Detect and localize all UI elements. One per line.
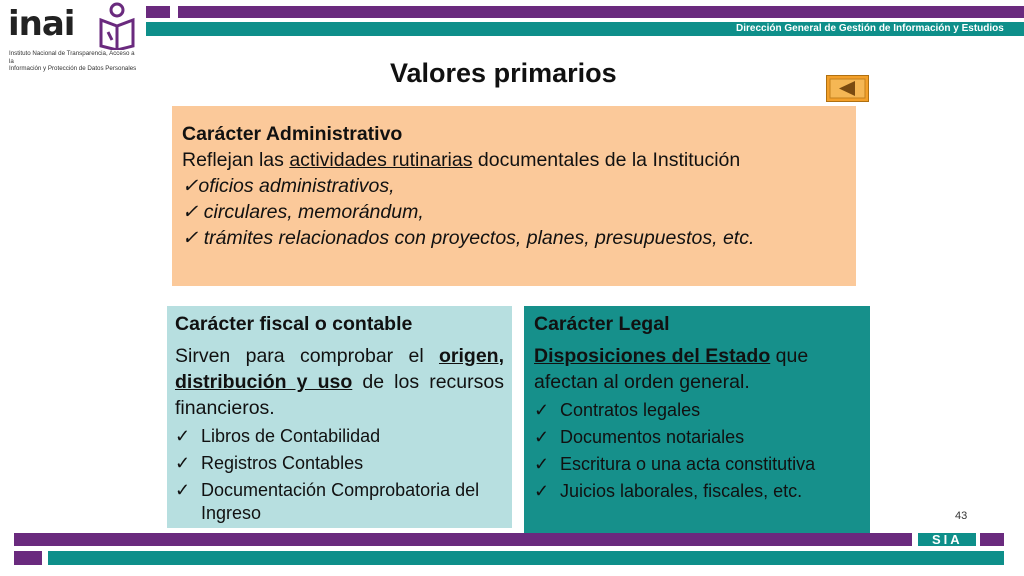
admin-description: Reflejan las actividades rutinarias documentales de la Institución	[182, 149, 741, 171]
check-icon: ✓	[175, 480, 191, 500]
fiscal-item: ✓ Documentación Comprobatoria del Ingreso	[175, 480, 480, 523]
admin-heading: Carácter Administrativo	[182, 123, 403, 145]
fiscal-heading: Carácter fiscal o contable	[175, 313, 413, 335]
logo	[8, 2, 138, 70]
department-label: Dirección General de Gestión de Información y Estudios	[736, 23, 1004, 34]
reader-icon	[96, 2, 138, 50]
check-icon: ✓	[534, 481, 550, 501]
sia-brand: SIA	[932, 532, 963, 547]
footer-bar-purple-small	[980, 533, 1004, 546]
check-icon: ✓	[182, 201, 199, 223]
legal-item: ✓ Contratos legales	[534, 397, 860, 424]
footer-bar-teal	[48, 551, 1004, 565]
check-icon: ✓	[175, 453, 191, 473]
fiscal-item: ✓ Libros de Contabilidad	[175, 423, 504, 450]
admin-item: ✓ circulares, memorándum,	[182, 201, 424, 223]
admin-item: ✓ trámites relacionados con proyectos, planes, presupuestos, etc.	[182, 227, 755, 249]
fiscal-card	[167, 306, 512, 528]
admin-card	[172, 106, 856, 286]
check-icon: ✓	[534, 427, 550, 447]
legal-card	[524, 306, 870, 536]
footer-bar-purple-tiny	[14, 551, 42, 565]
header-bar-purple	[178, 6, 1024, 18]
legal-item: ✓ Documentos notariales	[534, 424, 860, 451]
legal-description: Disposiciones del Estado que afectan al orden general.	[534, 345, 809, 393]
check-icon: ✓	[534, 400, 550, 420]
page-number: 43	[955, 510, 968, 522]
legal-item: ✓ Escritura o una acta constitutiva	[534, 451, 860, 478]
fiscal-item: ✓ Registros Contables	[175, 450, 504, 477]
footer-bar-purple	[14, 533, 912, 546]
back-arrow-icon	[827, 76, 868, 101]
check-icon: ✓	[175, 426, 191, 446]
logo-subtitle: Instituto Nacional de Transparencia, Acceso a la Información y Protección de Datos Personales	[9, 50, 137, 72]
logo-text: inai	[8, 4, 75, 44]
admin-item: ✓oficios administrativos,	[182, 175, 395, 197]
check-icon: ✓	[182, 227, 199, 249]
check-icon: ✓	[534, 454, 550, 474]
fiscal-description: Sirven para comprobar el origen, distribución y uso de los recursos financieros.	[175, 345, 504, 419]
header-bar-purple-small	[146, 6, 170, 18]
back-button[interactable]	[826, 75, 869, 102]
legal-item: ✓ Juicios laborales, fiscales, etc.	[534, 478, 860, 505]
check-icon: ✓	[182, 175, 199, 197]
page-title: Valores primarios	[390, 58, 617, 88]
legal-heading: Carácter Legal	[534, 313, 670, 335]
